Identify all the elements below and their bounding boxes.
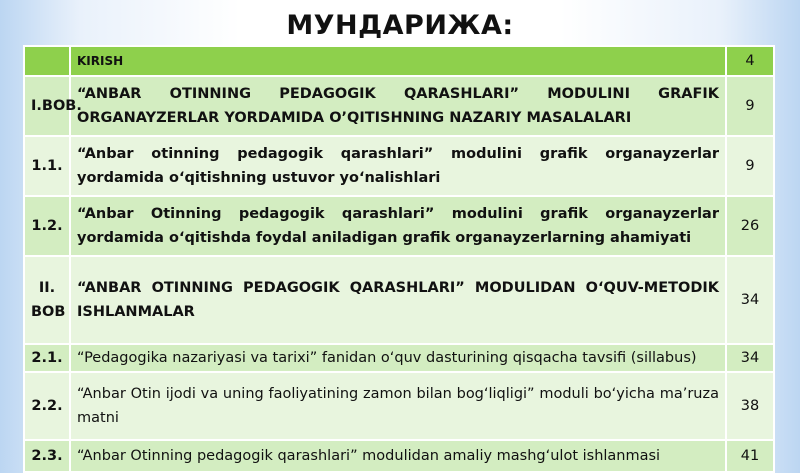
row-page: 34 (726, 256, 774, 344)
table-row (24, 440, 774, 472)
row-title: KIRISH (70, 46, 726, 76)
row-title: “Anbar Otin ijodi va uning faoliyatining zamon bilan bog‘liqligi” moduli bo‘yicha ma’ruza matni (70, 372, 726, 440)
row-number (24, 46, 70, 76)
table-row (24, 76, 774, 136)
page-title: МУНДАРИЖА: (286, 10, 514, 41)
row-number: 1.2. (24, 196, 70, 256)
table-row (24, 372, 774, 440)
row-title: “ANBAR OTINNING PEDAGOGIK QARASHLARI” MODULIDAN O‘QUV-METODIK ISHLANMALAR (70, 256, 726, 344)
row-title: “ANBAR OTINNING PEDAGOGIK QARASHLARI” MODULINI GRAFIK ORGANAYZERLAR YORDAMIDA O’QITISHNING NAZARIY MASALALARI (70, 76, 726, 136)
table-row (24, 136, 774, 196)
row-number: 2.2. (24, 372, 70, 440)
row-page: 34 (726, 344, 774, 372)
row-page: 9 (726, 76, 774, 136)
row-page: 38 (726, 372, 774, 440)
row-page: 9 (726, 136, 774, 196)
row-number: 1.1. (24, 136, 70, 196)
row-number: II. BOB (24, 256, 70, 344)
row-title: “Anbar Otinning pedagogik qarashlari” modulidan amaliy mashg‘ulot ishlanmasi (70, 440, 726, 472)
row-title: “Anbar Otinning pedagogik qarashlari” modulini grafik organayzerlar yordamida o‘qitishda foydal aniladigan grafik organayzerlarning ahamiyati (70, 196, 726, 256)
row-title: “Anbar otinning pedagogik qarashlari” modulini grafik organayzerlar yordamida o‘qitishning ustuvor yo‘nalishlari (70, 136, 726, 196)
row-page: 4 (726, 46, 774, 76)
table-row (24, 46, 774, 76)
table-row (24, 344, 774, 372)
row-number: I.BOB. (24, 76, 70, 136)
row-page: 26 (726, 196, 774, 256)
row-title: “Pedagogika nazariyasi va tarixi” fanidan o‘quv dasturining qisqacha tavsifi (sillabus) (70, 344, 726, 372)
row-page: 41 (726, 440, 774, 472)
table-row (24, 256, 774, 344)
row-number: 2.3. (24, 440, 70, 472)
table-row (24, 196, 774, 256)
table-of-contents (23, 45, 775, 473)
row-number: 2.1. (24, 344, 70, 372)
